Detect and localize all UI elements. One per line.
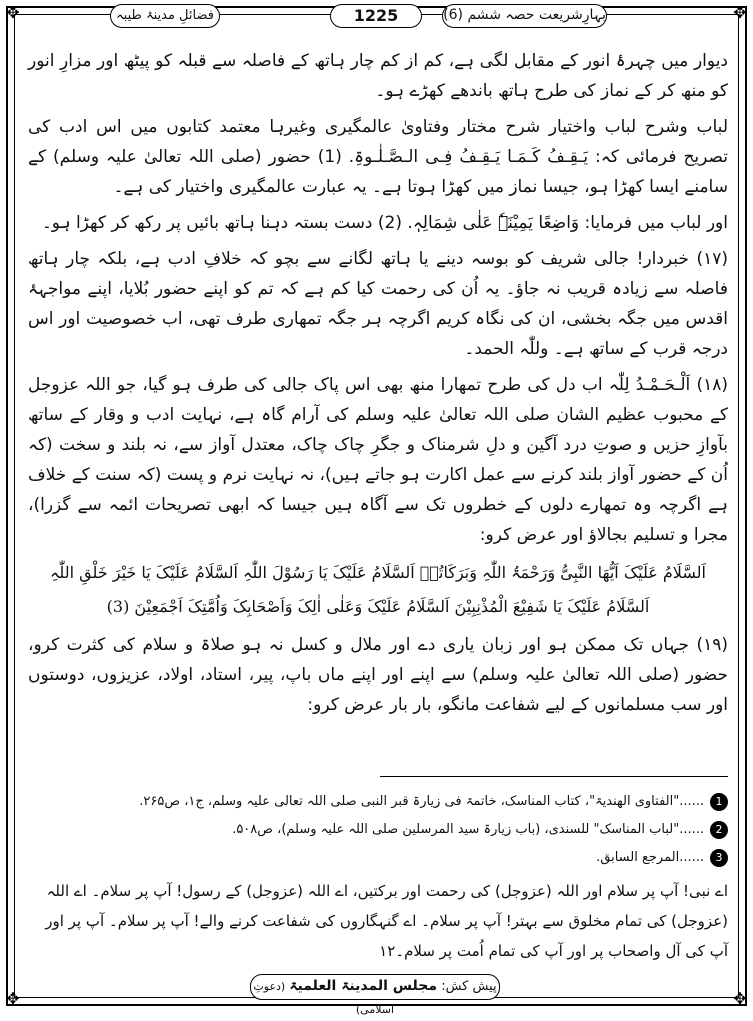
corner-ornament-icon: ✥	[733, 3, 747, 22]
book-title: بہارِشریعت حصہ ششم (6)	[442, 4, 607, 28]
arabic-salutation: اَلسَّلَامُ عَلَیْکَ اَیُّھَا النَّبِیُّ وَرَحْمَۃُ اللّٰہِ وَبَرَکَاتُہٗ اَلسَّلَامُ عَلَیْکَ یَا رَسُوْلَ اللّٰہِ اَلسَّلَامُ عَلَیْکَ یَا خَیْرَ خَلْقِ اللّٰہِ اَلسَّلَامُ عَلَیْکَ یَا شَفِیْعَ الْمُذْنِبِیْنَ اَلسَّلَامُ عَلَیْکَ وَعَلٰی اٰلِکَ وَاَصْحَابِکَ وَاُمَّتِکَ اَجْمَعِیْنَ (3)	[50, 563, 706, 616]
footnote-text: ......المرجع السابق.	[596, 850, 704, 865]
footnote	[28, 788, 728, 816]
page-header	[0, 2, 753, 32]
chapter-title: فضائلِ مدینۂ طیبہ	[110, 4, 220, 28]
publisher-name: مجلس المدینۃ العلمیۃ	[289, 978, 438, 994]
footnote-number: 1	[710, 793, 728, 811]
corner-ornament-icon: ✥	[733, 989, 747, 1008]
paragraph: اور لباب میں فرمایا: وَاضِعًا یَمِیْنَہٗ عَلٰی شِمَالِہٖ. (2) دست بستہ دہنا ہاتھ بائیں پر رکھ کر کھڑا ہو۔	[41, 213, 728, 233]
paragraph: (۱۸) اَلْـحَـمْـدُ لِلّٰہ اب دل کی طرح تمھارا منھ بھی اس پاک جالی کی طرف ہو گیا، جو اللہ عزوجل کے محبوب عظیم الشان صلی اللہ تعالیٰ علیہ وسلم کی آرام گاہ ہے، نہایت ادب و وقار کے ساتھ بآوازِ حزیں و صوتِ درد آگین و دلِ شرمناک و جگرِ چاک چاک، معتدل آواز سے، نہ بلند و سخت (کہ اُن کے حضور آواز بلند کرنے سے عمل اکارت ہو جاتے ہیں)، نہ نہایت نرم و پست (کہ سنت کے خلاف ہے اگرچہ وہ تمھارے دلوں کے خطروں تک سے آگاہ ہیں جیسا کہ ابھی تصریحات ائمہ سے گزرا)، مجرا و تسلیم بجالاؤ اور عرض کرو:	[28, 375, 728, 545]
translation: اے نبی! آپ پر سلام اور اللہ (عزوجل) کی رحمت اور برکتیں، اے اللہ (عزوجل) کے رسول! آپ پر سلام۔ اے اللہ (عزوجل) کی تمام مخلوق سے بہتر! آپ پر سلام۔ اے گنہگاروں کی شفاعت کرنے والے! آپ پر سلام۔ آپ پر اور آپ کی آل واصحاب پر اور آپ کی تمام اُمت پر سلام۔۱۲	[45, 882, 728, 960]
footnote	[28, 816, 728, 844]
publisher-sub: (دعوتِ اسلامی)	[253, 980, 395, 1016]
corner-ornament-icon: ✥	[6, 989, 20, 1008]
footnote-number: 3	[710, 849, 728, 867]
footnote-divider	[380, 776, 728, 777]
publisher-prefix: پیش کش:	[441, 979, 497, 994]
footnotes	[28, 788, 728, 966]
footnote-text: ......"الفتاوی الھندیۃ"، کتاب المناسک، خاتمۃ فی زیارۃ قبر النبی صلی اللہ تعالی علیہ وسلم، ج۱، ص۲۶۵.	[139, 794, 704, 809]
paragraph: لباب وشرح لباب واختیار شرح مختار وفتاویٰ عالمگیری وغیرہا معتمد کتابوں میں اس ادب کی تصریح فرمائی کہ: یَـقِـفُ کَـمَـا یَـقِـفُ فِـی الـصَّـلٰـوۃِ. (1) حضور (صلی اللہ تعالیٰ علیہ وسلم) کے سامنے ایسا کھڑا ہو، جیسا نماز میں کھڑا ہوتا ہے۔ یہ عبارت عالمگیری واختیار کی ہے۔	[28, 117, 729, 197]
main-text	[28, 46, 728, 726]
corner-ornament-icon: ✥	[6, 3, 20, 22]
page-number: 1225	[330, 4, 422, 28]
publisher-footer	[250, 974, 500, 1016]
footnote-number: 2	[710, 821, 728, 839]
closing-paragraph: (۱۹) جہاں تک ممکن ہو اور زبان یاری دے اور ملال و کسل نہ ہو صلاۃ و سلام کی کثرت کرو، حضور (صلی اللہ تعالیٰ علیہ وسلم) سے اپنے اور اپنے ماں باپ، پیر، استاد، اولاد، عزیزوں، دوستوں اور سب مسلمانوں کے لیے شفاعت مانگو، بار بار عرض کرو:	[28, 635, 728, 715]
footnote	[28, 844, 728, 872]
paragraph: (۱۷) خبردار! جالی شریف کو بوسہ دینے یا ہاتھ لگانے سے بچو کہ خلافِ ادب ہے، بلکہ چار ہاتھ فاصلہ سے زیادہ قریب نہ جاؤ۔ یہ اُن کی رحمت کیا کم ہے کہ تم کو اپنے حضور بُلایا، اپنے مواجہۂ اقدس میں جگہ بخشی، ان کی نگاہ کریم اگرچہ ہر جگہ تمھاری طرف تھی، اب خصوصیت اور اس درجہ قرب کے ساتھ ہے۔ وللّٰہ الحمد۔	[28, 249, 728, 359]
paragraph: دیوار میں چہرۂ انور کے مقابل لگی ہے، کم از کم چار ہاتھ کے فاصلہ سے قبلہ کو پیٹھ اور مزارِ انور کو منھ کر کے نماز کی طرح ہاتھ باندھے کھڑے ہو۔	[28, 51, 728, 101]
footnote-text: ......"لباب المناسک" للسندی، (باب زیارۃ سید المرسلین صلی اللہ علیہ وسلم)، ص۵۰۸.	[232, 822, 704, 837]
